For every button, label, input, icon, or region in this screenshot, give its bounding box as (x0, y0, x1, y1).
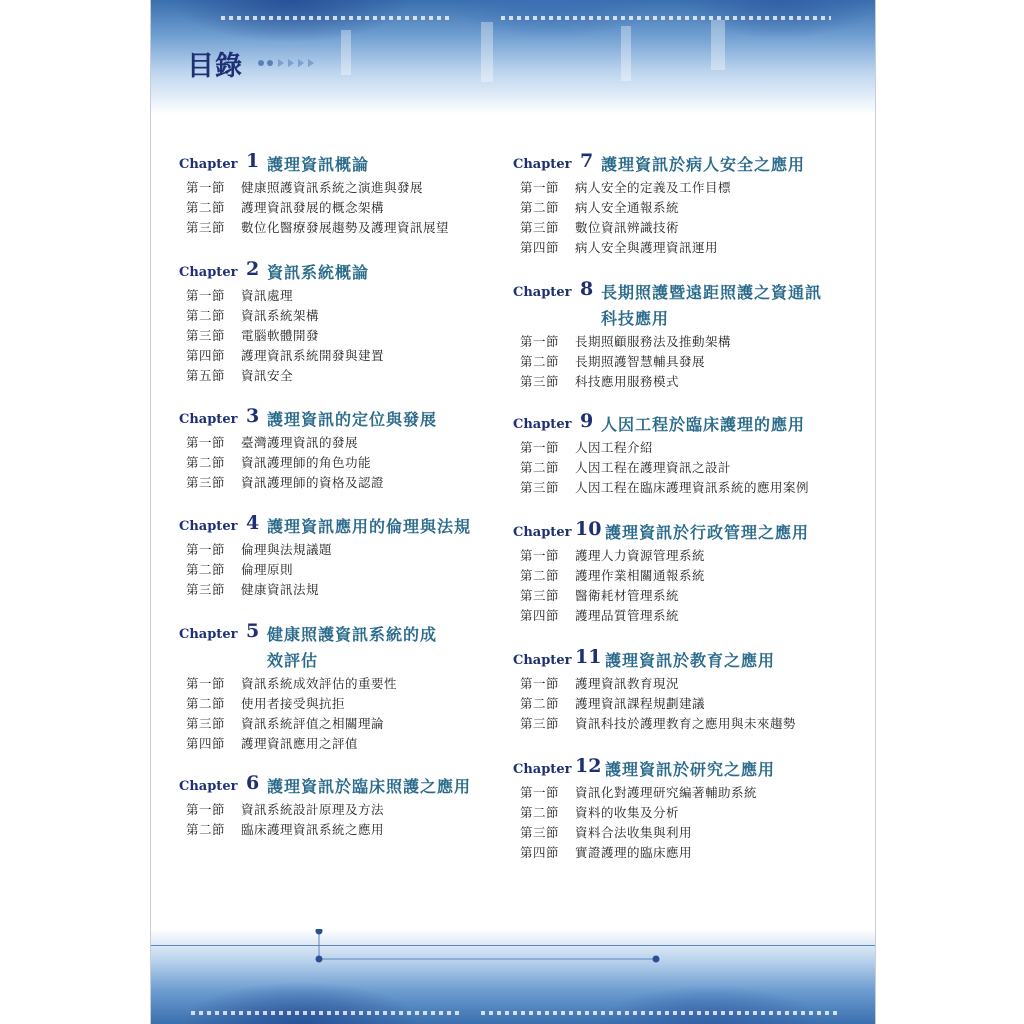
chapter-title: 護理資訊於病人安全之應用 (601, 155, 806, 174)
section-entry (186, 820, 384, 838)
section-entry (520, 586, 679, 604)
section-entry (520, 606, 679, 624)
section-entry (186, 366, 293, 384)
section-entry (186, 306, 319, 324)
section-entry (520, 674, 679, 692)
section-title: 實證護理的臨床應用 (575, 845, 693, 860)
footer-circuit-icon (151, 929, 875, 1024)
section-title: 資訊系統架構 (241, 308, 320, 323)
section-entry (186, 694, 345, 712)
section-title: 護理資訊系統開發與建置 (241, 348, 385, 363)
section-label: 第二節 (520, 696, 560, 711)
section-entry (186, 326, 319, 344)
chapter-title: 資訊系統概論 (267, 263, 370, 282)
section-label: 第二節 (186, 455, 226, 470)
section-title: 病人安全與護理資訊運用 (575, 240, 719, 255)
section-title: 資訊處理 (241, 288, 294, 303)
section-entry (186, 453, 371, 471)
section-label: 第一節 (520, 548, 560, 563)
chapter-title: 護理資訊的定位與發展 (267, 410, 438, 429)
section-title: 資訊系統成效評估的重要性 (241, 676, 398, 691)
section-entry (520, 546, 705, 564)
section-title: 臨床護理資訊系統之應用 (241, 822, 385, 837)
section-label: 第五節 (186, 368, 226, 383)
section-entry (186, 714, 384, 732)
section-entry (186, 178, 423, 196)
section-title: 護理資訊應用之評值 (241, 736, 359, 751)
section-entry (520, 178, 731, 196)
section-title: 數位資訊辨識技術 (575, 220, 680, 235)
section-title: 倫理與法規議題 (241, 542, 333, 557)
section-label: 第一節 (186, 180, 226, 195)
section-entry (186, 800, 384, 818)
section-entry (520, 566, 705, 584)
title-arrows-icon (256, 57, 326, 69)
section-label: 第三節 (186, 328, 226, 343)
section-label: 第二節 (186, 562, 226, 577)
chapter-title: 護理資訊於研究之應用 (605, 760, 776, 779)
chapter-number: 2 (246, 258, 260, 280)
section-title: 資訊系統評值之相關理論 (241, 716, 385, 731)
chapter-title: 護理資訊應用的倫理與法規 (267, 517, 472, 536)
chapter-number: 6 (246, 772, 260, 794)
section-entry (520, 218, 679, 236)
section-label: 第二節 (520, 200, 560, 215)
chapter-label: Chapter (513, 285, 572, 300)
section-entry (520, 198, 679, 216)
section-entry (186, 560, 293, 578)
section-label: 第三節 (186, 582, 226, 597)
banner-dot-row (501, 16, 831, 20)
section-label: 第四節 (520, 845, 560, 860)
section-entry (520, 843, 692, 861)
section-entry (186, 734, 358, 752)
section-entry (186, 674, 397, 692)
section-label: 第二節 (520, 568, 560, 583)
section-label: 第二節 (520, 460, 560, 475)
banner-stripe (621, 26, 631, 81)
section-entry (520, 823, 692, 841)
chapter-title-continued: 效評估 (267, 651, 319, 670)
chapter-number: 3 (246, 405, 260, 427)
section-label: 第一節 (520, 334, 560, 349)
chapter-label: Chapter (179, 412, 238, 427)
section-title: 資訊護理師的資格及認證 (241, 475, 385, 490)
section-label: 第二節 (186, 200, 226, 215)
section-title: 資訊護理師的角色功能 (241, 455, 372, 470)
book-page (150, 0, 876, 1024)
section-label: 第一節 (520, 440, 560, 455)
chapter-label: Chapter (179, 627, 238, 642)
section-label: 第一節 (186, 676, 226, 691)
chapter-title: 護理資訊於教育之應用 (605, 651, 776, 670)
section-entry (186, 346, 384, 364)
section-entry (520, 352, 705, 370)
section-label: 第一節 (186, 435, 226, 450)
section-entry (186, 286, 293, 304)
section-title: 人因工程介紹 (575, 440, 654, 455)
section-title: 病人安全通報系統 (575, 200, 680, 215)
banner-stripe (711, 20, 725, 70)
section-label: 第一節 (520, 785, 560, 800)
footer-banner (151, 929, 875, 1024)
header-banner (151, 0, 875, 115)
chapter-number: 12 (575, 755, 602, 777)
section-title: 長期照顧服務法及推動架構 (575, 334, 732, 349)
chapter-label: Chapter (513, 762, 572, 777)
chapter-title: 護理資訊於行政管理之應用 (605, 523, 810, 542)
chapter-number: 10 (575, 518, 602, 540)
section-title: 護理人力資源管理系統 (575, 548, 706, 563)
section-entry (186, 433, 358, 451)
section-title: 人因工程在護理資訊之設計 (575, 460, 732, 475)
section-label: 第一節 (186, 542, 226, 557)
section-entry (186, 218, 449, 236)
section-title: 長期照護智慧輔具發展 (575, 354, 706, 369)
section-title: 護理資訊課程規劃建議 (575, 696, 706, 711)
chapter-label: Chapter (513, 157, 572, 172)
section-label: 第三節 (186, 716, 226, 731)
section-label: 第三節 (520, 716, 560, 731)
section-title: 健康資訊法規 (241, 582, 320, 597)
section-entry (520, 438, 653, 456)
section-label: 第二節 (186, 308, 226, 323)
chapter-title: 健康照護資訊系統的成 (267, 625, 438, 644)
chapter-label: Chapter (179, 265, 238, 280)
chapter-number: 1 (246, 150, 260, 172)
section-title: 資訊化對護理研究編著輔助系統 (575, 785, 758, 800)
section-title: 護理資訊教育現況 (575, 676, 680, 691)
chapter-title: 護理資訊概論 (267, 155, 370, 174)
chapter-number: 11 (575, 646, 602, 668)
section-title: 使用者接受與抗拒 (241, 696, 346, 711)
section-title: 病人安全的定義及工作目標 (575, 180, 732, 195)
chapter-label: Chapter (179, 157, 238, 172)
section-label: 第二節 (186, 822, 226, 837)
section-label: 第二節 (520, 805, 560, 820)
chapter-label: Chapter (179, 779, 238, 794)
section-title: 人因工程在臨床護理資訊系統的應用案例 (575, 480, 810, 495)
chapter-number: 7 (580, 150, 594, 172)
section-label: 第三節 (520, 588, 560, 603)
section-entry (186, 198, 384, 216)
chapter-title: 長期照護暨遠距照護之資通訊 (601, 283, 823, 302)
section-title: 資料合法收集與利用 (575, 825, 693, 840)
section-entry (186, 540, 332, 558)
section-title: 資訊科技於護理教育之應用與未來趨勢 (575, 716, 797, 731)
section-entry (520, 478, 809, 496)
chapter-title: 護理資訊於臨床照護之應用 (267, 777, 472, 796)
section-entry (520, 803, 679, 821)
section-entry (520, 458, 731, 476)
chapter-label: Chapter (179, 519, 238, 534)
section-label: 第一節 (186, 802, 226, 817)
chapter-title-continued: 科技應用 (601, 309, 670, 328)
chapter-number: 5 (246, 620, 260, 642)
chapter-label: Chapter (513, 525, 572, 540)
section-entry (520, 783, 757, 801)
banner-stripe (341, 30, 351, 75)
section-label: 第三節 (520, 480, 560, 495)
banner-dot-row (221, 16, 451, 20)
banner-dot-row (191, 1011, 461, 1015)
section-label: 第三節 (186, 475, 226, 490)
chapter-number: 4 (246, 512, 260, 534)
section-label: 第四節 (186, 348, 226, 363)
section-entry (186, 473, 384, 491)
banner-dot-row (481, 1011, 841, 1015)
chapter-label: Chapter (513, 653, 572, 668)
section-label: 第一節 (520, 180, 560, 195)
section-entry (520, 372, 679, 390)
section-label: 第三節 (520, 374, 560, 389)
section-title: 健康照護資訊系統之演進與發展 (241, 180, 424, 195)
banner-stripe (481, 22, 493, 82)
section-title: 數位化醫療發展趨勢及護理資訊展望 (241, 220, 450, 235)
section-title: 倫理原則 (241, 562, 294, 577)
section-title: 資訊安全 (241, 368, 294, 383)
section-entry (520, 238, 718, 256)
chapter-title: 人因工程於臨床護理的應用 (601, 415, 806, 434)
section-title: 資訊系統設計原理及方法 (241, 802, 385, 817)
section-label: 第一節 (520, 676, 560, 691)
section-label: 第二節 (520, 354, 560, 369)
section-title: 護理作業相關通報系統 (575, 568, 706, 583)
section-title: 資料的收集及分析 (575, 805, 680, 820)
section-label: 第三節 (520, 220, 560, 235)
section-label: 第四節 (520, 240, 560, 255)
section-title: 科技應用服務模式 (575, 374, 680, 389)
section-label: 第三節 (520, 825, 560, 840)
section-label: 第四節 (186, 736, 226, 751)
section-entry (186, 580, 319, 598)
chapter-label: Chapter (513, 417, 572, 432)
section-label: 第一節 (186, 288, 226, 303)
section-title: 醫衛耗材管理系統 (575, 588, 680, 603)
chapter-number: 9 (580, 410, 594, 432)
section-title: 電腦軟體開發 (241, 328, 320, 343)
section-title: 臺灣護理資訊的發展 (241, 435, 359, 450)
page-title: 目錄 (187, 51, 243, 82)
section-title: 護理資訊發展的概念架構 (241, 200, 385, 215)
section-entry (520, 714, 796, 732)
section-title: 護理品質管理系統 (575, 608, 680, 623)
section-entry (520, 694, 705, 712)
section-label: 第三節 (186, 220, 226, 235)
chapter-number: 8 (580, 278, 594, 300)
section-label: 第二節 (186, 696, 226, 711)
section-label: 第四節 (520, 608, 560, 623)
section-entry (520, 332, 731, 350)
